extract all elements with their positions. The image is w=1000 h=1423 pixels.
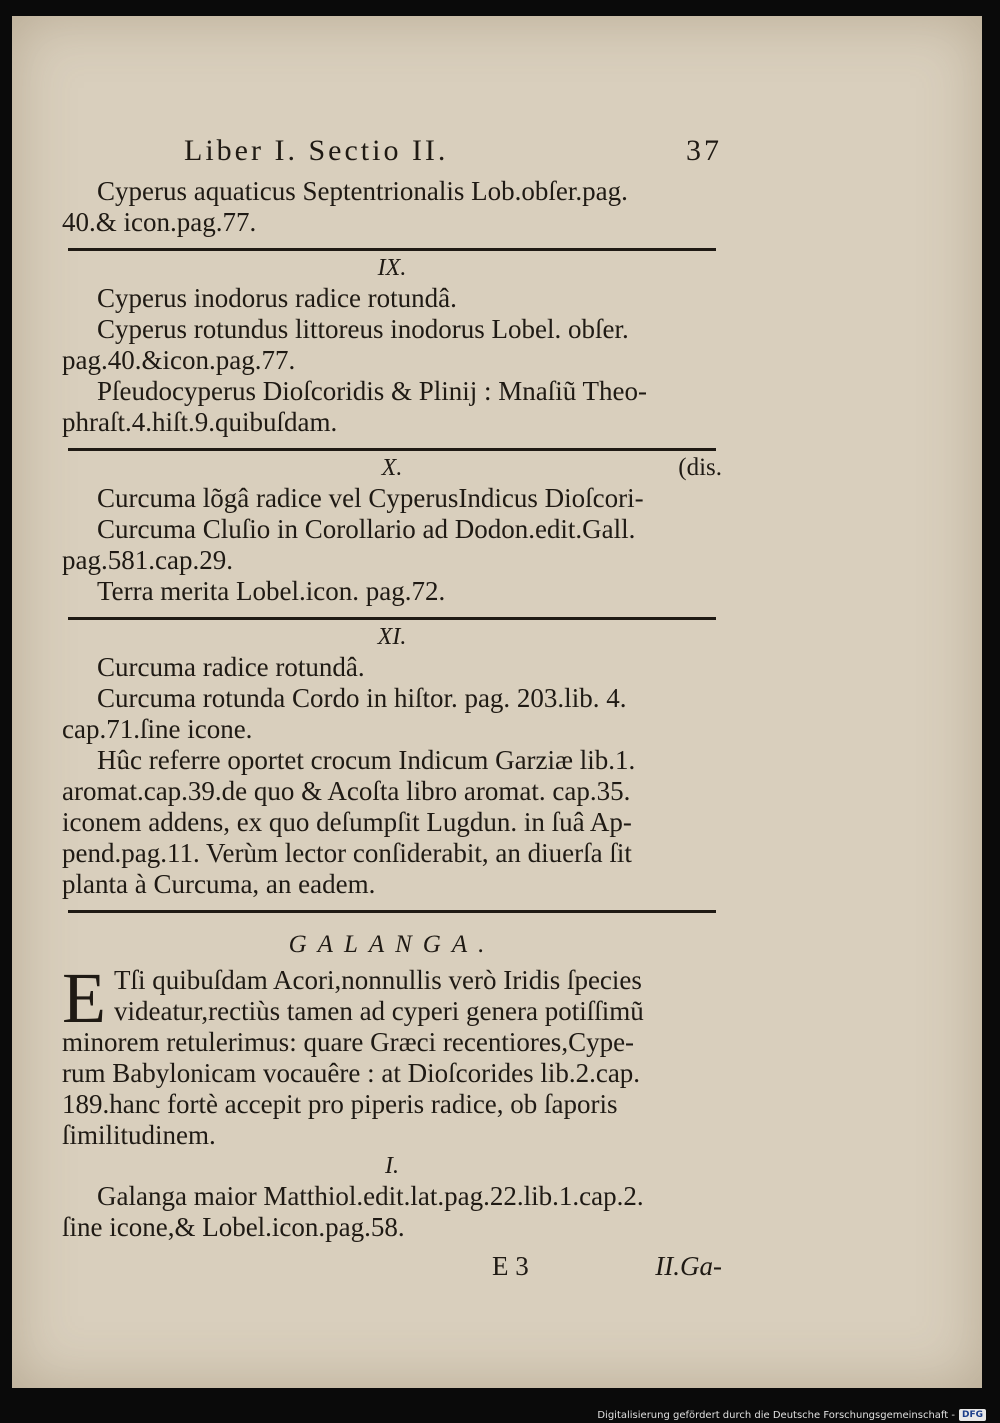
text-line: planta à Curcuma, an eadem. [62,869,376,899]
text-line: phraſt.4.hiſt.9.quibuſdam. [62,407,338,437]
digitization-credit [597,1409,986,1421]
dfg-logo-icon: DFG [959,1409,986,1421]
page-footer [62,1251,722,1285]
page-number: 37 [686,134,722,167]
horizontal-rule [68,617,716,620]
text-line: videatur,rectiùs tamen ad cyperi genera potiſſimũ [114,996,644,1026]
text-line: Cyperus aquaticus Septentrionalis Lob.obſer.pag. [97,176,628,206]
section-number: X. [381,455,403,481]
credit-text: Digitalisierung gefördert durch die Deutsche Forschungsgemeinschaft - [597,1409,955,1421]
text-line: 40.& icon.pag.77. [62,207,257,237]
text-line: Tſi quibuſdam Acori,nonnullis verò Iridis ſpecies [114,965,642,995]
entry-block-top [62,176,722,238]
text-line: Terra merita Lobel.icon. pag.72. [97,576,446,606]
catchword: II.Ga- [655,1251,722,1281]
text-line: rum Babylonicam vocauêre : at Dioſcorides lib.2.cap. [62,1058,641,1088]
text-line: Curcuma rotunda Cordo in hiſtor. pag. 203.lib. 4. [97,683,627,713]
text-line: pag.40.&icon.pag.77. [62,345,296,375]
text-line: Cyperus inodorus radice rotundâ. [97,283,457,313]
signature-mark: E 3 [492,1251,529,1281]
horizontal-rule [68,910,716,913]
text-line: Pſeudocyperus Dioſcoridis & Plinij : Mnaſiũ Theo- [97,376,647,406]
text-line: aromat.cap.39.de quo & Acoſta libro aromat. cap.35. [62,776,631,806]
running-head: Liber I. Sectio II. [184,134,449,167]
drop-capital: E [62,958,106,1038]
text-line: Curcuma lõgâ radice vel CyperusIndicus Dioſcori- [97,483,644,513]
text-line: ſine icone,& Lobel.icon.pag.58. [62,1212,405,1242]
page-header [62,134,722,176]
text-line: pend.pag.11. Verùm lector conſiderabit, an diuerſa ſit [62,838,632,868]
text-line: Hûc referre oportet crocum Indicum Garziæ lib.1. [97,745,636,775]
section-number: XI. [377,624,407,650]
section-heading: GALANGA. [288,931,496,958]
horizontal-rule [68,448,716,451]
galanga-paragraph [62,958,722,1151]
section-number: IX. [377,255,407,281]
section-x [62,453,722,607]
section-number-row [62,453,722,483]
section-i [62,1151,722,1243]
text-line: Galanga maior Matthiol.edit.lat.pag.22.lib.1.cap.2. [97,1181,644,1211]
section-xi [62,622,722,900]
section-ix [62,253,722,438]
text-line: Curcuma radice rotundâ. [97,652,365,682]
book-page [12,16,982,1388]
section-number: I. [385,1153,399,1179]
text-line: ſimilitudinem. [62,1120,216,1150]
text-line: cap.71.ſine icone. [62,714,253,744]
text-line: Curcuma Cluſio in Corollario ad Dodon.edit.Gall. [97,514,636,544]
page-text [62,134,722,1285]
text-line: iconem addens, ex quo deſumpſit Lugdun. in ſuâ Ap- [62,807,632,837]
text-line: Cyperus rotundus littoreus inodorus Lobel. obſer. [97,314,629,344]
text-line: minorem retulerimus: quare Græci recentiores,Cype- [62,1027,635,1057]
text-line: pag.581.cap.29. [62,545,233,575]
text-line: 189.hanc fortè accepit pro piperis radice, ob ſaporis [62,1089,618,1119]
margin-continuation: (dis. [678,454,722,481]
horizontal-rule [68,248,716,251]
